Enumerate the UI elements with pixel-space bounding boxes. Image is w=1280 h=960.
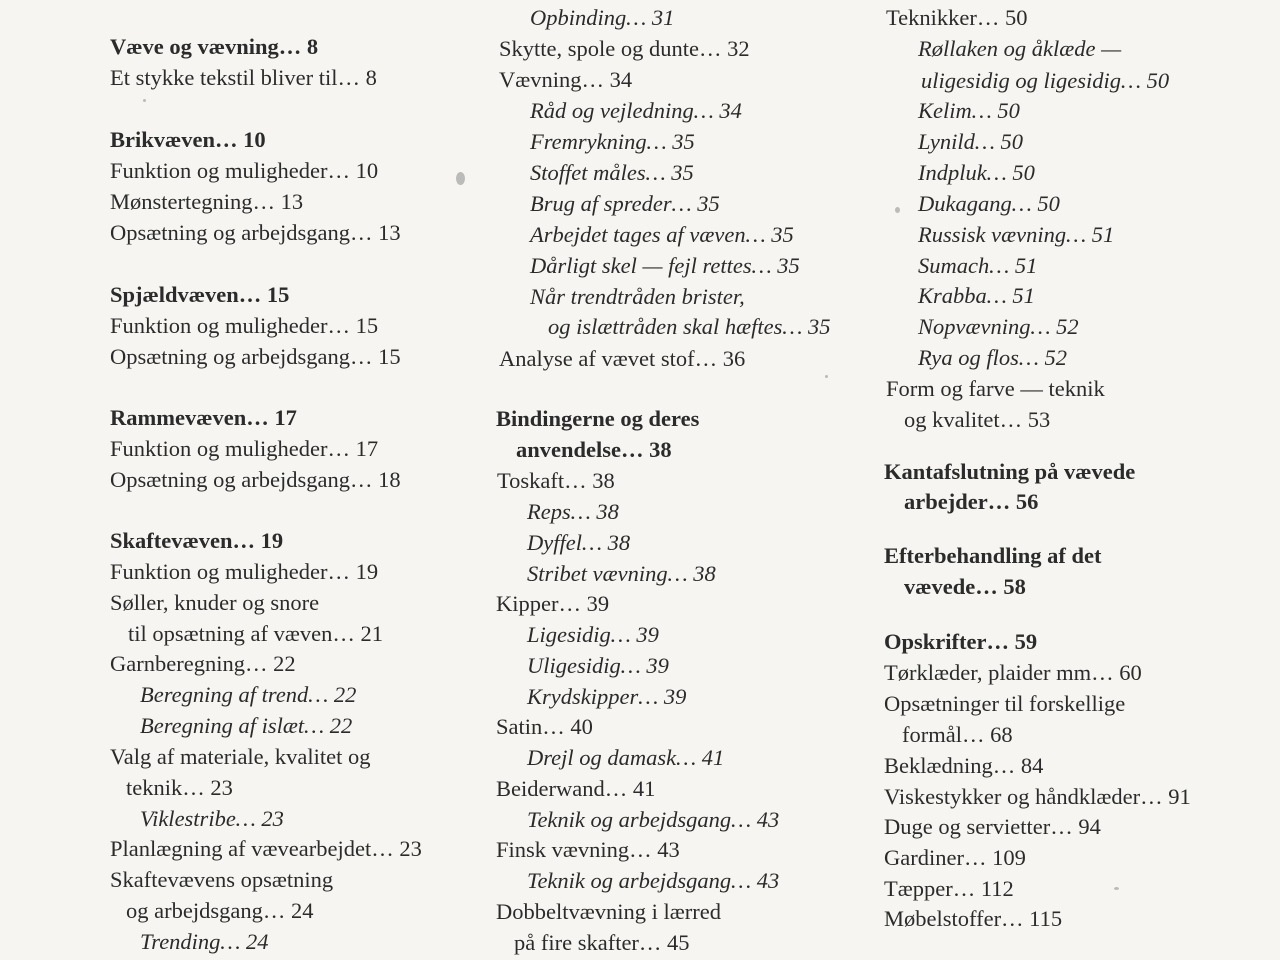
toc-entry: Opsætning og arbejdsgang… 13 [110,220,401,245]
toc-entry: Finsk vævning… 43 [496,837,680,862]
toc-entry: Funktion og muligheder… 17 [110,436,379,461]
toc-section-heading: anvendelse… 38 [516,437,672,462]
toc-entry: Beiderwand… 41 [496,776,656,801]
toc-entry: Arbejdet tages af væven… 35 [530,222,794,247]
toc-entry: Mønstertegning… 13 [110,189,304,214]
toc-entry: Lynild… 50 [918,129,1023,154]
toc-entry: Indpluk… 50 [918,160,1035,185]
paper-speck [143,99,146,102]
toc-entry: Rya og flos… 52 [918,345,1067,370]
toc-entry: Opsætning og arbejdsgang… 15 [110,344,401,369]
toc-entry: Tæpper… 112 [884,876,1014,901]
toc-section-heading: Skaftevæven… 19 [110,528,284,553]
toc-entry: Planlægning af vævearbejdet… 23 [110,836,422,861]
toc-section-heading: arbejder… 56 [904,489,1039,514]
toc-entry: Funktion og muligheder… 15 [110,313,379,338]
toc-section-heading: Kantafslutning på vævede [884,459,1136,484]
toc-entry: Stoffet måles… 35 [530,160,694,185]
toc-entry: Duge og servietter… 94 [884,814,1101,839]
toc-entry: og kvalitet… 53 [904,407,1051,432]
paper-speck [456,172,465,185]
toc-entry: Søller, knuder og snore [110,590,320,615]
paper-speck [895,207,900,213]
toc-entry: Satin… 40 [496,714,593,739]
toc-entry: Uligesidig… 39 [527,653,669,678]
toc-entry: Dyffel… 38 [527,530,631,555]
toc-entry: Trending… 24 [140,929,269,954]
toc-entry: Dårligt skel — fejl rettes… 35 [530,253,800,278]
toc-entry: teknik… 23 [126,775,233,800]
toc-entry: Sumach… 51 [918,253,1038,278]
toc-entry: Valg af materiale, kvalitet og [110,744,371,769]
toc-entry: Opbinding… 31 [530,5,675,30]
toc-entry: og arbejdsgang… 24 [126,898,314,923]
toc-entry: Et stykke tekstil bliver til… 8 [110,65,377,90]
toc-entry: Form og farve — teknik [886,376,1105,401]
toc-entry: Dukagang… 50 [918,191,1060,216]
toc-entry: Beregning af trend… 22 [140,682,357,707]
toc-entry: Toskaft… 38 [497,468,615,493]
toc-entry: Dobbeltvævning i lærred [496,899,721,924]
toc-section-heading: vævede… 58 [904,574,1026,599]
toc-entry: Reps… 38 [527,499,619,524]
toc-entry: Skytte, spole og dunte… 32 [499,36,750,61]
toc-entry: Analyse af vævet stof… 36 [499,346,746,371]
toc-entry: på fire skafter… 45 [514,930,690,955]
toc-entry: Krydskipper… 39 [527,684,687,709]
toc-entry: Viskestykker og håndklæder… 91 [884,784,1191,809]
toc-section-heading: Brikvæven… 10 [110,127,266,152]
toc-entry: Når trendtråden brister, [530,284,745,309]
toc-entry: Råd og vejledning… 34 [530,98,742,123]
toc-entry: Drejl og damask… 41 [527,745,725,770]
toc-section-heading: Væve og vævning… 8 [110,34,319,59]
toc-entry: Vævning… 34 [499,67,633,92]
toc-entry: Kipper… 39 [496,591,610,616]
toc-entry: til opsætning af væven… 21 [128,621,383,646]
toc-entry: Teknik og arbejdsgang… 43 [527,807,780,832]
toc-entry: Møbelstoffer… 115 [884,906,1063,931]
toc-section-heading: Efterbehandling af det [884,543,1102,568]
toc-entry: formål… 68 [902,722,1013,747]
toc-section-heading: Rammevæven… 17 [110,405,297,430]
toc-entry: uligesidig og ligesidig… 50 [921,68,1170,93]
toc-entry: Nopvævning… 52 [918,314,1079,339]
toc-entry: Røllaken og åklæde — [918,36,1122,61]
toc-entry: Beregning af islæt… 22 [140,713,353,738]
toc-section-heading: Bindingerne og deres [496,406,700,431]
paper-speck [1114,887,1119,890]
toc-entry: Opsætning og arbejdsgang… 18 [110,467,401,492]
toc-entry: Ligesidig… 39 [527,622,659,647]
toc-entry: Fremrykning… 35 [530,129,695,154]
toc-entry: Russisk vævning… 51 [918,222,1115,247]
toc-entry: Krabba… 51 [918,283,1035,308]
toc-entry: Garnberegning… 22 [110,651,296,676]
toc-entry: Opsætninger til forskellige [884,691,1126,716]
paper-speck [825,375,828,378]
toc-entry: Teknik og arbejdsgang… 43 [527,868,780,893]
toc-entry: Teknikker… 50 [886,5,1028,30]
toc-entry: Tørklæder, plaider mm… 60 [884,660,1142,685]
toc-entry: Viklestribe… 23 [140,806,284,831]
toc-entry: Funktion og muligheder… 10 [110,158,379,183]
toc-entry: Beklædning… 84 [884,753,1044,778]
toc-section-heading: Opskrifter… 59 [884,629,1038,654]
toc-entry: Stribet vævning… 38 [527,561,716,586]
toc-section-heading: Spjældvæven… 15 [110,282,290,307]
toc-entry: Skaftevævens opsætning [110,867,334,892]
toc-entry: og islættråden skal hæftes… 35 [548,314,831,339]
toc-entry: Funktion og muligheder… 19 [110,559,379,584]
toc-entry: Kelim… 50 [918,98,1020,123]
toc-entry: Brug af spreder… 35 [530,191,720,216]
toc-entry: Gardiner… 109 [884,845,1026,870]
